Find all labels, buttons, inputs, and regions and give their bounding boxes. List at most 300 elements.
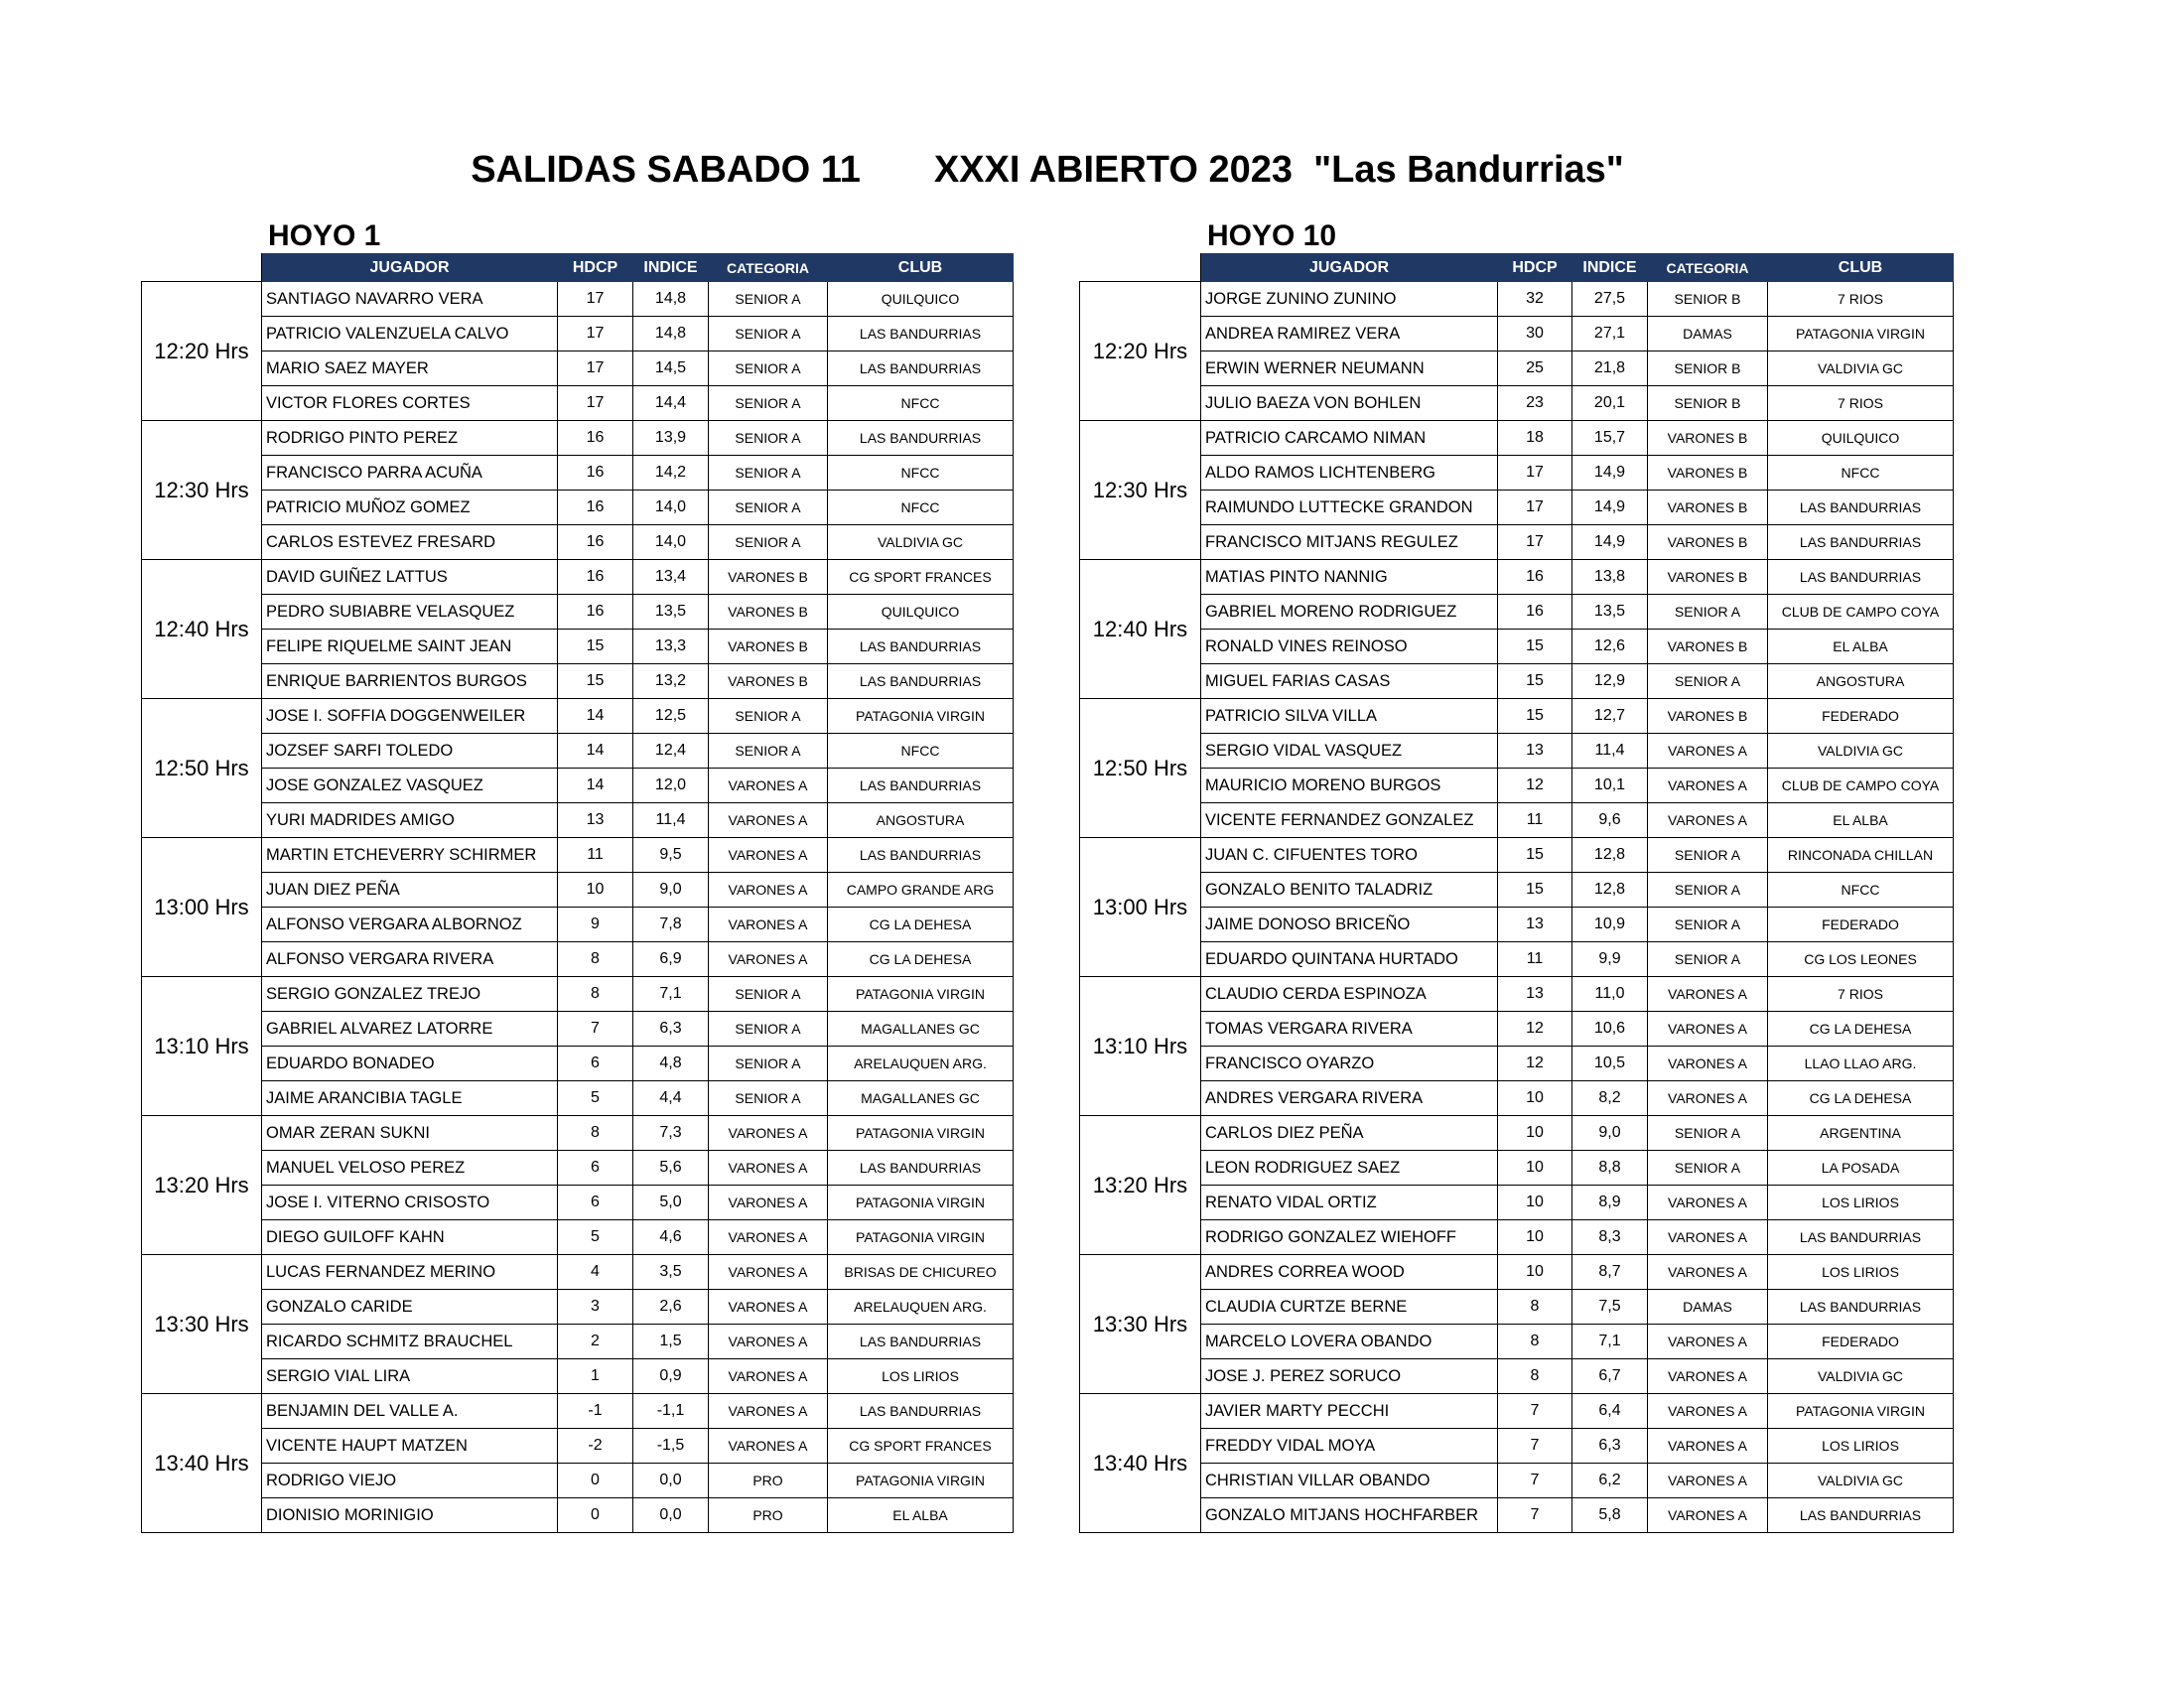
player-club: FEDERADO [1768, 908, 1954, 942]
player-name: ALFONSO VERGARA ALBORNOZ [262, 908, 558, 942]
tee-time: 12:40 Hrs [1080, 560, 1201, 699]
player-name: PATRICIO MUÑOZ GOMEZ [262, 491, 558, 525]
tee-time: 13:40 Hrs [142, 1394, 262, 1533]
table-row [142, 1186, 1014, 1220]
player-name: OMAR ZERAN SUKNI [262, 1116, 558, 1151]
player-club: FEDERADO [1768, 699, 1954, 734]
player-name: FRANCISCO PARRA ACUÑA [262, 456, 558, 491]
player-hdcp: 14 [558, 769, 633, 803]
player-name: RENATO VIDAL ORTIZ [1201, 1186, 1498, 1220]
jugador-header: JUGADOR [262, 254, 558, 282]
player-categoria: VARONES A [709, 1325, 828, 1359]
player-name: JOSE I. VITERNO CRISOSTO [262, 1186, 558, 1220]
player-name: MARTIN ETCHEVERRY SCHIRMER [262, 838, 558, 873]
player-club: NFCC [828, 386, 1014, 421]
player-hdcp: 1 [558, 1359, 633, 1394]
player-indice: 5,8 [1572, 1498, 1648, 1533]
table-row [142, 421, 1014, 456]
player-hdcp: 17 [558, 282, 633, 317]
player-categoria: SENIOR A [709, 456, 828, 491]
player-categoria: SENIOR A [1648, 1151, 1768, 1186]
player-indice: 14,9 [1572, 525, 1648, 560]
player-name: EDUARDO QUINTANA HURTADO [1201, 942, 1498, 977]
player-name: GABRIEL MORENO RODRIGUEZ [1201, 595, 1498, 630]
player-club: LAS BANDURRIAS [828, 838, 1014, 873]
player-hdcp: 8 [1498, 1290, 1572, 1325]
player-categoria: VARONES A [709, 1394, 828, 1429]
player-name: DIEGO GUILOFF KAHN [262, 1220, 558, 1255]
player-categoria: SENIOR A [709, 1047, 828, 1081]
player-indice: 11,0 [1572, 977, 1648, 1012]
hoyo-10-label: HOYO 10 [1207, 219, 1337, 252]
tee-time: 13:10 Hrs [1080, 977, 1201, 1116]
jugador-header: JUGADOR [1201, 254, 1498, 282]
player-categoria: VARONES B [709, 630, 828, 664]
indice-header: INDICE [633, 254, 709, 282]
player-hdcp: 11 [1498, 803, 1572, 838]
table-row [1080, 352, 1954, 386]
player-name: JOSE I. SOFFIA DOGGENWEILER [262, 699, 558, 734]
player-indice: 14,0 [633, 525, 709, 560]
player-indice: 12,5 [633, 699, 709, 734]
player-categoria: VARONES A [1648, 1498, 1768, 1533]
player-hdcp: 7 [1498, 1394, 1572, 1429]
player-hdcp: -1 [558, 1394, 633, 1429]
table-row [142, 456, 1014, 491]
player-name: GABRIEL ALVAREZ LATORRE [262, 1012, 558, 1047]
tee-time: 13:30 Hrs [142, 1255, 262, 1394]
player-categoria: VARONES A [709, 1151, 828, 1186]
player-hdcp: 0 [558, 1464, 633, 1498]
table-row [142, 873, 1014, 908]
player-categoria: SENIOR A [1648, 595, 1768, 630]
player-categoria: VARONES A [709, 908, 828, 942]
player-hdcp: 14 [558, 699, 633, 734]
player-hdcp: 10 [1498, 1186, 1572, 1220]
player-club: BRISAS DE CHICUREO [828, 1255, 1014, 1290]
table-row [1080, 525, 1954, 560]
player-name: GONZALO BENITO TALADRIZ [1201, 873, 1498, 908]
player-club: LAS BANDURRIAS [828, 769, 1014, 803]
player-categoria: VARONES A [709, 1116, 828, 1151]
player-club: PATAGONIA VIRGIN [1768, 1394, 1954, 1429]
player-club: 7 RIOS [1768, 282, 1954, 317]
table-row [1080, 1394, 1954, 1429]
player-indice: 14,8 [633, 317, 709, 352]
player-club: LAS BANDURRIAS [828, 421, 1014, 456]
player-club: 7 RIOS [1768, 977, 1954, 1012]
player-hdcp: 10 [1498, 1151, 1572, 1186]
player-hdcp: 6 [558, 1047, 633, 1081]
player-hdcp: 12 [1498, 1047, 1572, 1081]
player-club: LOS LIRIOS [1768, 1186, 1954, 1220]
player-club: CAMPO GRANDE ARG [828, 873, 1014, 908]
table-row [142, 1255, 1014, 1290]
player-club: QUILQUICO [828, 282, 1014, 317]
player-hdcp: 30 [1498, 317, 1572, 352]
player-hdcp: 6 [558, 1151, 633, 1186]
player-categoria: SENIOR A [709, 282, 828, 317]
player-hdcp: 12 [1498, 769, 1572, 803]
player-club: LAS BANDURRIAS [828, 664, 1014, 699]
table-row [1080, 630, 1954, 664]
table-row [1080, 560, 1954, 595]
table-row [142, 1464, 1014, 1498]
table-row [1080, 803, 1954, 838]
table-row [142, 1012, 1014, 1047]
table-row [1080, 734, 1954, 769]
player-categoria: VARONES A [1648, 1012, 1768, 1047]
player-indice: 8,3 [1572, 1220, 1648, 1255]
table-row [1080, 699, 1954, 734]
table-row [1080, 1047, 1954, 1081]
player-club: CG SPORT FRANCES [828, 1429, 1014, 1464]
player-indice: 6,9 [633, 942, 709, 977]
player-club: CG LA DEHESA [828, 942, 1014, 977]
player-indice: 27,1 [1572, 317, 1648, 352]
tee-time: 12:50 Hrs [142, 699, 262, 838]
player-name: ANDREA RAMIREZ VERA [1201, 317, 1498, 352]
player-hdcp: 10 [1498, 1116, 1572, 1151]
table-row [142, 1394, 1014, 1429]
table-row [142, 1220, 1014, 1255]
player-club: QUILQUICO [828, 595, 1014, 630]
time-column-header [142, 254, 262, 282]
player-hdcp: 17 [558, 352, 633, 386]
player-name: PATRICIO VALENZUELA CALVO [262, 317, 558, 352]
table-row [142, 1498, 1014, 1533]
tee-time: 13:00 Hrs [1080, 838, 1201, 977]
player-categoria: SENIOR B [1648, 386, 1768, 421]
player-indice: 4,4 [633, 1081, 709, 1116]
player-hdcp: 10 [1498, 1255, 1572, 1290]
table-row [1080, 421, 1954, 456]
player-categoria: SENIOR A [709, 525, 828, 560]
table-row [142, 560, 1014, 595]
player-indice: 14,2 [633, 456, 709, 491]
player-indice: 1,5 [633, 1325, 709, 1359]
player-club: LAS BANDURRIAS [828, 1394, 1014, 1429]
player-hdcp: 17 [1498, 525, 1572, 560]
player-club: MAGALLANES GC [828, 1081, 1014, 1116]
player-categoria: VARONES A [709, 1290, 828, 1325]
player-hdcp: 7 [1498, 1464, 1572, 1498]
player-club: PATAGONIA VIRGIN [828, 699, 1014, 734]
player-hdcp: 23 [1498, 386, 1572, 421]
player-name: JAIME DONOSO BRICEÑO [1201, 908, 1498, 942]
player-club: LA POSADA [1768, 1151, 1954, 1186]
player-indice: 13,9 [633, 421, 709, 456]
player-name: PATRICIO CARCAMO NIMAN [1201, 421, 1498, 456]
player-club: ANGOSTURA [1768, 664, 1954, 699]
player-indice: 13,8 [1572, 560, 1648, 595]
player-indice: 7,1 [633, 977, 709, 1012]
player-hdcp: 16 [1498, 560, 1572, 595]
player-name: JOZSEF SARFI TOLEDO [262, 734, 558, 769]
player-hdcp: 15 [558, 664, 633, 699]
player-categoria: VARONES A [1648, 1220, 1768, 1255]
player-club: LOS LIRIOS [1768, 1429, 1954, 1464]
player-indice: 8,2 [1572, 1081, 1648, 1116]
table-row [142, 317, 1014, 352]
player-categoria: VARONES A [1648, 1359, 1768, 1394]
hdcp-header: HDCP [1498, 254, 1572, 282]
player-categoria: SENIOR B [1648, 352, 1768, 386]
table-row [1080, 386, 1954, 421]
player-hdcp: 7 [1498, 1429, 1572, 1464]
player-indice: 14,5 [633, 352, 709, 386]
player-club: LOS LIRIOS [1768, 1255, 1954, 1290]
player-categoria: VARONES A [1648, 1325, 1768, 1359]
player-name: MIGUEL FARIAS CASAS [1201, 664, 1498, 699]
player-hdcp: 6 [558, 1186, 633, 1220]
player-hdcp: 8 [558, 977, 633, 1012]
player-categoria: PRO [709, 1498, 828, 1533]
hdcp-header: HDCP [558, 254, 633, 282]
player-club: NFCC [828, 734, 1014, 769]
player-club: CLUB DE CAMPO COYA [1768, 595, 1954, 630]
player-name: GONZALO MITJANS HOCHFARBER [1201, 1498, 1498, 1533]
player-indice: 21,8 [1572, 352, 1648, 386]
hoyo-10-table [1079, 253, 1954, 1533]
table-row [1080, 1359, 1954, 1394]
player-categoria: SENIOR A [709, 317, 828, 352]
player-name: PATRICIO SILVA VILLA [1201, 699, 1498, 734]
player-hdcp: 15 [1498, 664, 1572, 699]
player-categoria: SENIOR A [1648, 942, 1768, 977]
player-categoria: VARONES A [709, 1429, 828, 1464]
player-club: CG SPORT FRANCES [828, 560, 1014, 595]
player-name: RODRIGO PINTO PEREZ [262, 421, 558, 456]
player-hdcp: 16 [1498, 595, 1572, 630]
player-categoria: VARONES B [709, 595, 828, 630]
player-categoria: VARONES A [709, 873, 828, 908]
player-indice: 12,7 [1572, 699, 1648, 734]
player-indice: 3,5 [633, 1255, 709, 1290]
player-name: RODRIGO GONZALEZ WIEHOFF [1201, 1220, 1498, 1255]
player-indice: 7,1 [1572, 1325, 1648, 1359]
table-header-row [142, 254, 1014, 282]
player-name: CLAUDIA CURTZE BERNE [1201, 1290, 1498, 1325]
player-name: DAVID GUIÑEZ LATTUS [262, 560, 558, 595]
player-name: MARCELO LOVERA OBANDO [1201, 1325, 1498, 1359]
player-categoria: VARONES B [1648, 630, 1768, 664]
player-club: CLUB DE CAMPO COYA [1768, 769, 1954, 803]
player-hdcp: 5 [558, 1220, 633, 1255]
player-hdcp: 11 [1498, 942, 1572, 977]
player-club: CG LA DEHESA [1768, 1081, 1954, 1116]
table-row [142, 803, 1014, 838]
player-name: FRANCISCO MITJANS REGULEZ [1201, 525, 1498, 560]
player-indice: 13,5 [633, 595, 709, 630]
player-hdcp: 8 [1498, 1325, 1572, 1359]
player-club: LAS BANDURRIAS [828, 352, 1014, 386]
player-indice: 11,4 [633, 803, 709, 838]
table-row [1080, 664, 1954, 699]
player-hdcp: 8 [1498, 1359, 1572, 1394]
player-categoria: SENIOR A [709, 386, 828, 421]
player-indice: 7,5 [1572, 1290, 1648, 1325]
player-name: JAIME ARANCIBIA TAGLE [262, 1081, 558, 1116]
table-row [1080, 1186, 1954, 1220]
tee-time: 13:10 Hrs [142, 977, 262, 1116]
player-club: CG LA DEHESA [828, 908, 1014, 942]
player-hdcp: 5 [558, 1081, 633, 1116]
indice-header: INDICE [1572, 254, 1648, 282]
player-indice: 8,7 [1572, 1255, 1648, 1290]
tee-time: 12:50 Hrs [1080, 699, 1201, 838]
player-hdcp: 13 [1498, 977, 1572, 1012]
player-name: ANDRES VERGARA RIVERA [1201, 1081, 1498, 1116]
player-hdcp: 17 [558, 317, 633, 352]
player-name: GONZALO CARIDE [262, 1290, 558, 1325]
player-indice: 10,1 [1572, 769, 1648, 803]
player-categoria: SENIOR A [1648, 873, 1768, 908]
player-indice: 15,7 [1572, 421, 1648, 456]
player-club: LAS BANDURRIAS [828, 317, 1014, 352]
player-indice: -1,1 [633, 1394, 709, 1429]
player-club: CG LA DEHESA [1768, 1012, 1954, 1047]
player-hdcp: 12 [1498, 1012, 1572, 1047]
player-indice: 13,2 [633, 664, 709, 699]
player-club: VALDIVIA GC [1768, 1464, 1954, 1498]
table-row [1080, 1151, 1954, 1186]
player-club: NFCC [828, 491, 1014, 525]
player-indice: 7,3 [633, 1116, 709, 1151]
table-row [142, 1151, 1014, 1186]
table-row [1080, 456, 1954, 491]
player-categoria: SENIOR A [709, 1081, 828, 1116]
player-club: MAGALLANES GC [828, 1012, 1014, 1047]
table-row [142, 699, 1014, 734]
player-name: BENJAMIN DEL VALLE A. [262, 1394, 558, 1429]
player-hdcp: 14 [558, 734, 633, 769]
player-categoria: VARONES A [709, 803, 828, 838]
player-name: ANDRES CORREA WOOD [1201, 1255, 1498, 1290]
player-hdcp: 16 [558, 456, 633, 491]
player-name: JOSE J. PEREZ SORUCO [1201, 1359, 1498, 1394]
player-indice: -1,5 [633, 1429, 709, 1464]
player-name: ENRIQUE BARRIENTOS BURGOS [262, 664, 558, 699]
player-categoria: SENIOR A [709, 1012, 828, 1047]
player-club: PATAGONIA VIRGIN [828, 1220, 1014, 1255]
player-categoria: VARONES B [709, 664, 828, 699]
player-hdcp: 13 [558, 803, 633, 838]
player-name: CHRISTIAN VILLAR OBANDO [1201, 1464, 1498, 1498]
player-hdcp: 17 [558, 386, 633, 421]
hoyo-1-body [142, 282, 1014, 1533]
player-indice: 10,9 [1572, 908, 1648, 942]
player-name: FELIPE RIQUELME SAINT JEAN [262, 630, 558, 664]
player-hdcp: 13 [1498, 908, 1572, 942]
table-row [142, 1081, 1014, 1116]
player-hdcp: 15 [558, 630, 633, 664]
player-name: VICENTE FERNANDEZ GONZALEZ [1201, 803, 1498, 838]
player-hdcp: 10 [1498, 1081, 1572, 1116]
player-name: SANTIAGO NAVARRO VERA [262, 282, 558, 317]
player-indice: 6,3 [633, 1012, 709, 1047]
player-club: PATAGONIA VIRGIN [1768, 317, 1954, 352]
table-row [142, 942, 1014, 977]
player-indice: 10,5 [1572, 1047, 1648, 1081]
player-indice: 5,0 [633, 1186, 709, 1220]
table-row [142, 386, 1014, 421]
player-categoria: VARONES A [1648, 734, 1768, 769]
table-row [142, 630, 1014, 664]
table-row [1080, 1429, 1954, 1464]
player-indice: 13,5 [1572, 595, 1648, 630]
player-indice: 4,6 [633, 1220, 709, 1255]
player-hdcp: 15 [1498, 838, 1572, 873]
time-column-header [1080, 254, 1201, 282]
player-club: VALDIVIA GC [1768, 734, 1954, 769]
player-categoria: SENIOR A [1648, 908, 1768, 942]
player-club: CG LOS LEONES [1768, 942, 1954, 977]
player-name: LEON RODRIGUEZ SAEZ [1201, 1151, 1498, 1186]
player-categoria: VARONES A [709, 1359, 828, 1394]
player-club: NFCC [1768, 873, 1954, 908]
player-name: FREDDY VIDAL MOYA [1201, 1429, 1498, 1464]
player-categoria: DAMAS [1648, 1290, 1768, 1325]
player-hdcp: 18 [1498, 421, 1572, 456]
table-row [142, 769, 1014, 803]
player-categoria: SENIOR A [1648, 1116, 1768, 1151]
table-row [1080, 873, 1954, 908]
player-hdcp: 11 [558, 838, 633, 873]
player-name: ALFONSO VERGARA RIVERA [262, 942, 558, 977]
player-categoria: SENIOR A [709, 734, 828, 769]
table-row [1080, 977, 1954, 1012]
table-row [142, 1116, 1014, 1151]
player-name: JOSE GONZALEZ VASQUEZ [262, 769, 558, 803]
player-hdcp: 16 [558, 421, 633, 456]
player-categoria: VARONES B [709, 560, 828, 595]
player-indice: 8,8 [1572, 1151, 1648, 1186]
club-header: CLUB [828, 254, 1014, 282]
player-categoria: SENIOR A [709, 699, 828, 734]
player-name: MANUEL VELOSO PEREZ [262, 1151, 558, 1186]
player-hdcp: 9 [558, 908, 633, 942]
player-name: CARLOS DIEZ PEÑA [1201, 1116, 1498, 1151]
player-club: LOS LIRIOS [828, 1359, 1014, 1394]
player-hdcp: 3 [558, 1290, 633, 1325]
page-title: SALIDAS SABADO 11 XXXI ABIERTO 2023 "Las Bandurrias" [471, 149, 1624, 191]
club-header: CLUB [1768, 254, 1954, 282]
tee-time: 12:40 Hrs [142, 560, 262, 699]
table-row [142, 595, 1014, 630]
player-categoria: VARONES A [709, 1255, 828, 1290]
table-row [142, 1429, 1014, 1464]
hoyo-1-table [141, 253, 1014, 1533]
table-row [1080, 942, 1954, 977]
player-name: RICARDO SCHMITZ BRAUCHEL [262, 1325, 558, 1359]
player-name: LUCAS FERNANDEZ MERINO [262, 1255, 558, 1290]
player-name: CLAUDIO CERDA ESPINOZA [1201, 977, 1498, 1012]
player-club: LAS BANDURRIAS [1768, 560, 1954, 595]
player-indice: 14,8 [633, 282, 709, 317]
player-indice: 9,5 [633, 838, 709, 873]
player-indice: 6,4 [1572, 1394, 1648, 1429]
player-hdcp: 7 [558, 1012, 633, 1047]
player-categoria: VARONES B [1648, 491, 1768, 525]
player-categoria: VARONES A [709, 838, 828, 873]
player-name: PEDRO SUBIABRE VELASQUEZ [262, 595, 558, 630]
tee-time: 13:00 Hrs [142, 838, 262, 977]
table-row [142, 352, 1014, 386]
player-indice: 0,9 [633, 1359, 709, 1394]
table-row [1080, 1081, 1954, 1116]
player-indice: 14,9 [1572, 456, 1648, 491]
